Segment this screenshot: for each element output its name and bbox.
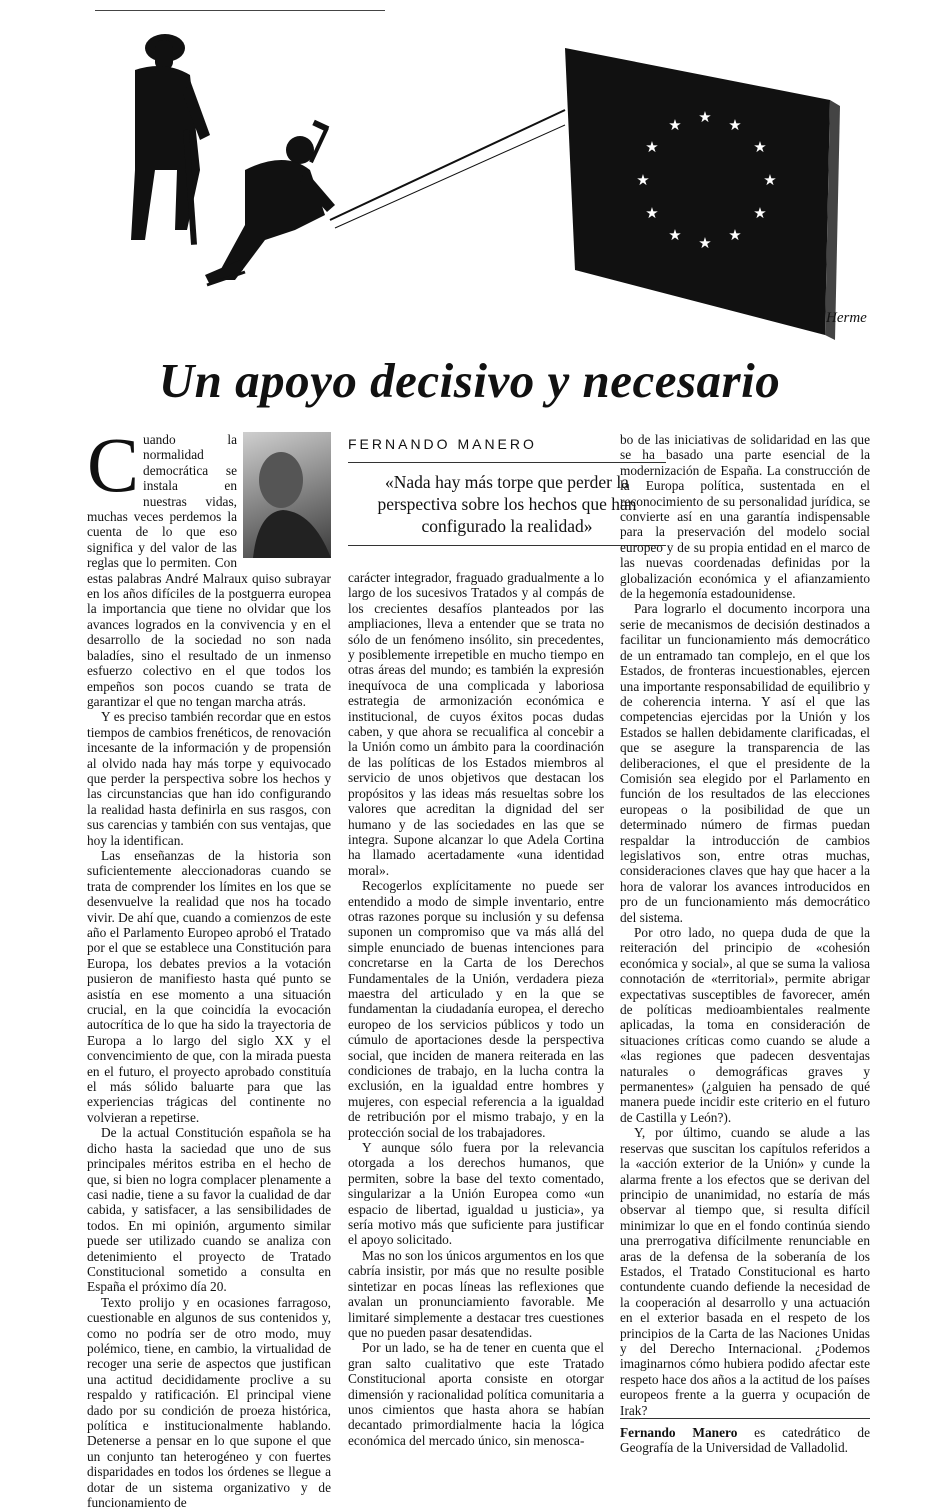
paragraph: Por otro lado, no quepa duda de que la reiteración del principio de «cohesión económica y social», al que se suma la valiosa connotación de «territorial», permite abrigar expectativas susceptibles de favorecer, amén de políticas medioambientales realmente aplicadas, la toma en consideración de situaciones críticas como cuando se alude a «las regiones que padecen desventajas naturales o demográficas graves y permanentes» (¿alguien ha pensado de qué manera puede incidir este criterio en el futuro de Castilla y León?). xyxy=(620,925,870,1125)
svg-text:★: ★ xyxy=(763,171,777,189)
author-bio xyxy=(620,1418,870,1456)
eu-flag-icon xyxy=(565,48,840,340)
paragraph: carácter integrador, fraguado gradualmente a lo largo de los sucesivos Tratados y al compás de los crecientes desafíos planteados por las ampliaciones, lleva a entender que se trata no sólo de un fenómeno insólito, sin precedentes, y posiblemente irrepetible en mucho tiempo en otras áreas del mundo; es también la expresión inequívoca de una complicada y laboriosa estrategia de armonización económica e institucional, de cuyos éxitos pocas dudas caben, y que ahora se recualifica al concebir a la Unión como un ámbito para la coordinación de las políticas de los Estados miembros al servicio de unos objetivos que destacan los propósitos y las ideas más resueltas sobre los valores que acreditan la dignidad del ser humano y de las sociedades en las que se integra. Supone alcanzar lo que Adela Cortina ha llamado acertadamente «una identidad moral». xyxy=(348,570,604,878)
svg-text:★: ★ xyxy=(753,204,767,222)
headline: Un apoyo decisivo y necesario xyxy=(158,353,781,408)
author-byline: FERNANDO MANERO xyxy=(348,436,537,452)
svg-text:★: ★ xyxy=(753,138,767,156)
crouching-worker-icon xyxy=(205,120,335,285)
svg-text:★: ★ xyxy=(668,116,682,134)
svg-text:★: ★ xyxy=(728,116,742,134)
paragraph: Mas no son los únicos argumentos en los que cabría insistir, por más que no resulte posible sintetizar en pocas líneas las reflexiones que avalan un pronunciamiento favorable. Me limitaré simplemente a destacar tres cuestiones que no pueden pasar desatendidas. xyxy=(348,1247,604,1340)
svg-text:★: ★ xyxy=(698,108,712,126)
column-1 xyxy=(87,421,331,1510)
bio-text: es catedrático de Geografía de la Universidad de Valladolid. xyxy=(620,1425,870,1456)
pull-quote: «Nada hay más torpe que perder la perspectiva sobre los hechos que han configurado la realidad» xyxy=(348,462,666,546)
column-3 xyxy=(620,432,870,1456)
paragraph: bo de las iniciativas de solidaridad en las que se ha basado una parte esencial de la modernización de España. La construcción de la Europa política, sustentada en el reconocimiento de su personalidad jurídica, se convierte así en una garantía indispensable para la preservación del modelo social europeo y de su propia entidad en el marco de las nuevas coordenadas definidas por la globalización económica y el afianzamiento de la hegemonía estadounidense. xyxy=(620,432,870,602)
paragraph: Las enseñanzas de la historia son suficientemente aleccionadoras cuando se trata de comprender los límites en los que se desenvuelve la realidad que nos ha tocado vivir. De ahí que, cuando a comienzos de este año el Parlamento Europeo aprobó el Tratado por el que se establece una Constitución para Europa, los debates previos a la votación pusieron de manifiesto hasta qué punto se asistía en ese momento a una situación crucial, en la que coincidía la evocación autocrítica de lo que ha sido la trayectoria de Europa a lo largo del siglo XX y el convencimiento de que, con la mirada puesta en el futuro, el proyecto aprobado constituía el más sólido baluarte para que las experiencias trágicas del continente no volvieran a repetirse. xyxy=(87,847,331,1125)
svg-text:★: ★ xyxy=(645,138,659,156)
paragraph: De la actual Constitución española se ha dicho hasta la saciedad que uno de sus principales méritos estriba en el hecho de que, si bien no logra complacer plenamente a casi nadie, tiene a su favor la cualidad de dar cabida, y satisfacer, a las sensibilidades de todos. En mi opinión, argumento similar puede ser utilizado cuando se analiza con detenimiento el proyecto de Tratado Constitucional sometido a consulta en España el próximo día 20. xyxy=(87,1125,331,1295)
svg-text:★: ★ xyxy=(698,234,712,252)
author-portrait xyxy=(243,432,331,558)
drop-cap: C xyxy=(87,421,140,508)
paragraph: Y es preciso también recordar que en estos tiempos de cambios frenéticos, de renovación incesante de la información y de propensión al olvido nada hay más torpe y equivocado que perder la perspectiva sobre los hechos y las circunstancias que han ido configurando la realidad hasta definirla en sus rasgos, con sus carencias y también con sus ventajas, que hoy la identifican. xyxy=(87,709,331,848)
paragraph: uando la normalidad democrática se instala en nuestras vidas, muchas veces perdemos la cuenta de lo que eso significa y del valor de las reglas que lo permiten. Con estas palabras André Malraux quiso subrayar en los años difíciles de la postguerra europea la importancia que tiene no olvidar que los avances logrados en la convivencia y en el desarrollo de la sociedad no son nada baladíes, sino el resultado de un inmenso esfuerzo colectivo en el que todos los empeños son pocos cuando se trata de garantizar el que no tengan marcha atrás. xyxy=(87,432,331,709)
top-rule xyxy=(95,10,385,11)
column-2 xyxy=(348,570,604,1448)
paragraph: Por un lado, se ha de tener en cuenta que el gran salto cualitativo que este Tratado Constitucional aporta consiste en otorgar dimensión y racionalidad política comunitaria a unos cimientos que hasta ahora se habían decantado primordialmente hacia la lógica económica del mercado único, sin menosca- xyxy=(348,1340,604,1448)
paragraph: Texto prolijo y en ocasiones farragoso, cuestionable en algunos de sus contenidos y, como no podría ser de otro modo, muy polémico, tiene, en cambio, la virtualidad de recoger una serie de aspectos que justifican una actitud decididamente proclive a su respaldo y ratificación. El principal viene dado por su condición de proeza histórica, política e institucionalmente hablando. Detenerse a pensar en lo que supone el que un conjunto tan heterogéneo y con fuertes disparidades en todos los órdenes se llegue a dotar de un sistema organizativo y de funcionamiento de xyxy=(87,1294,331,1510)
svg-text:★: ★ xyxy=(728,226,742,244)
svg-text:★: ★ xyxy=(636,171,650,189)
illustrator-signature: Herme xyxy=(826,310,867,326)
bio-name: Fernando Manero xyxy=(620,1425,738,1440)
standing-worker-icon xyxy=(131,34,210,245)
paragraph: Y, por último, cuando se alude a las reservas que suscitan los capítulos referidos a la «acción exterior de la Unión» y cunde la alarma frente a los efectos que se derivan del principio de unanimidad, no estaría de más observar al tiempo que, si resulta difícil minimizar lo que en el fondo continúa siendo una prerrogativa difícilmente renunciable en aras de la defensa de la soberanía de los Estados, el Tratado Constitucional es harto contundente cuando defiende la necesidad de la cooperación al desarrollo y una actuación en el exterior basada en el respeto de los principios de la Carta de las Naciones Unidas y del Derecho Internacional. ¿Podemos imaginarnos cómo hubiera podido afectar este respeto hace dos años a la actitud de los países europeos frente a la guerra y ocupación de Irak? xyxy=(620,1125,870,1418)
paragraph: Y aunque sólo fuera por la relevancia otorgada a los derechos humanos, que permiten, sobre la base del texto comentado, singularizar a la Unión Europea como «un espacio de libertad, igualdad u justicia», ya sería motivo más que suficiente para justificar el apoyo solicitado. xyxy=(348,1140,604,1248)
paragraph: Recogerlos explícitamente no puede ser entendido a modo de simple inventario, entre otras razones porque su inclusión y su defensa suponen un compromiso que va más allá del simple enunciado de buenas intenciones para concretarse en la Carta de los Derechos Fundamentales de la Unión, verdadera pieza maestra del articulado y en la que se fundamentan la ciudadanía europea, el derecho europeo de los servicios públicos y todo un cúmulo de aportaciones desde la perspectiva social, que inciden de manera reiterada en las condiciones de trabajo, en la lucha contra la exclusión, en la igualdad entre hombres y mujeres, con especial referencia a la igualdad de retribución por el mismo trabajo, y en la protección social de los trabajadores. xyxy=(348,878,604,1140)
illustration-eu-flag-icon xyxy=(95,30,895,350)
svg-text:★: ★ xyxy=(668,226,682,244)
svg-text:★: ★ xyxy=(645,204,659,222)
paragraph: Para lograrlo el documento incorpora una serie de mecanismos de decisión destinados a facilitar un funcionamiento más democrático de un entramado tan complejo, en el que los Estados, de fronteras incuestionables, ejercen una importante responsabilidad de equilibrio y de coherencia interna. Y así el que las competencias ejercidas por la Unión y los Estados se hallen debidamente clarificadas, el que se asegure la transparencia de las deliberaciones, el que el presidente de la Comisión sea elegido por el Parlamento en función de los resultados de las elecciones europeas o la posibilidad de que un determinado número de firmas puedan respaldar la introducción de cambios legislativos son, entre otras muchas, consideraciones claves que hay que hacer a la hora de valorar los avances introducidos en pro de un funcionamiento más democrático del sistema. xyxy=(620,601,870,925)
